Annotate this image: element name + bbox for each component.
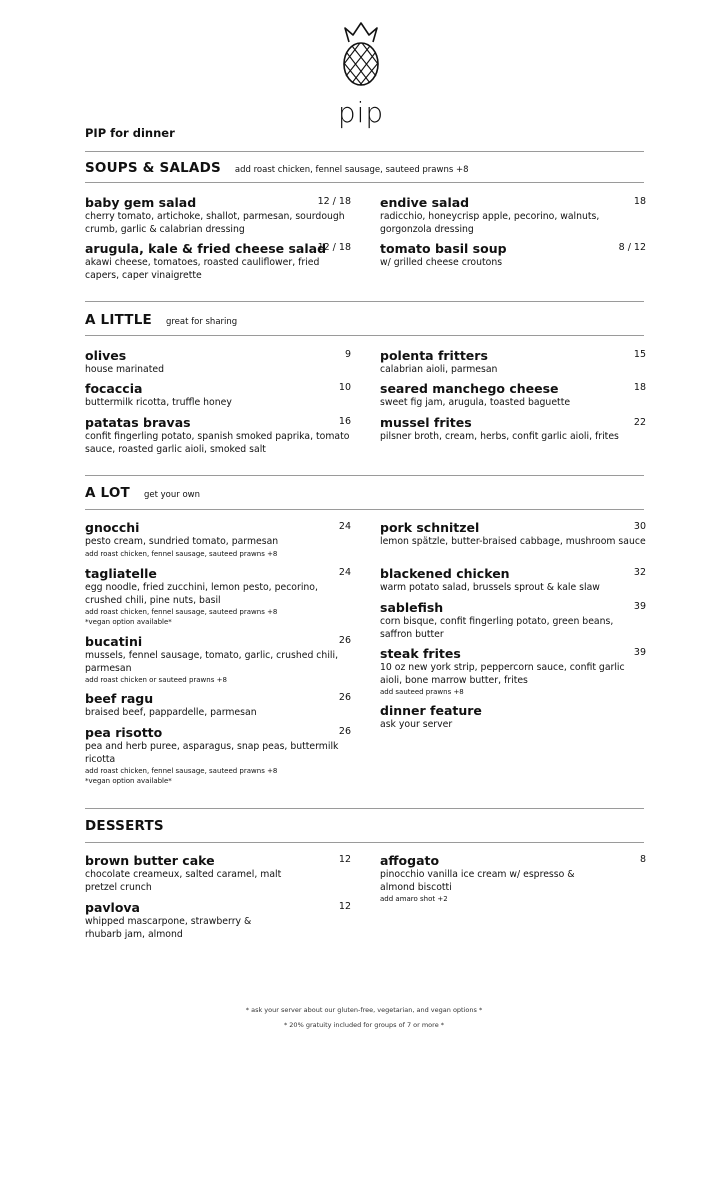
item-price: 15 xyxy=(633,349,646,360)
item-description: pesto cream, sundried tomato, parmesan xyxy=(85,536,279,547)
item-price: 18 xyxy=(633,382,646,393)
item-price: 22 xyxy=(633,417,646,428)
menu-item xyxy=(85,725,351,786)
item-description: warm potato salad, brussels sprout & kale slaw xyxy=(380,582,600,593)
menu-item xyxy=(85,520,351,559)
item-name: affogato xyxy=(380,853,440,868)
item-name: arugula, kale & fried cheese salad xyxy=(85,241,327,256)
item-price: 12 xyxy=(338,901,351,912)
item-name: focaccia xyxy=(85,381,143,396)
section-title: DESSERTS xyxy=(85,818,164,834)
item-description: radicchio, honeycrisp apple, pecorino, walnuts, gorgonzola dressing xyxy=(380,211,600,235)
logo-wordmark: pip xyxy=(337,96,385,129)
menu-item xyxy=(380,415,646,444)
section-note: add roast chicken, fennel sausage, sauteed prawns +8 xyxy=(234,165,469,175)
item-name: blackened chicken xyxy=(380,566,510,581)
item-name: steak frites xyxy=(380,646,461,661)
item-price: 26 xyxy=(338,692,351,703)
item-price: 12 / 18 xyxy=(317,242,351,253)
item-price: 24 xyxy=(338,521,351,532)
pip-logo xyxy=(333,20,389,132)
item-name: brown butter cake xyxy=(85,853,215,868)
item-name: polenta fritters xyxy=(380,348,488,363)
section-header-little xyxy=(85,312,237,328)
item-add-on: add roast chicken or sauteed prawns +8 xyxy=(85,676,227,684)
item-name: seared manchego cheese xyxy=(380,381,559,396)
item-name: sablefish xyxy=(380,600,444,615)
divider xyxy=(85,151,644,152)
item-description: house marinated xyxy=(85,364,165,375)
item-vegan-note: *vegan option available* xyxy=(85,777,172,785)
item-description: confit fingerling potato, spanish smoked paprika, tomato sauce, roasted garlic aioli, smoked salt xyxy=(85,431,350,455)
section-note: great for sharing xyxy=(165,317,238,327)
section-title: SOUPS & SALADS xyxy=(85,160,221,176)
item-name: gnocchi xyxy=(85,520,140,535)
item-description: sweet fig jam, arugula, toasted baguette xyxy=(380,397,571,408)
item-price: 26 xyxy=(338,635,351,646)
item-add-on: add sauteed prawns +8 xyxy=(380,688,464,696)
menu-item xyxy=(85,634,351,685)
menu-item xyxy=(380,381,646,410)
item-description: pilsner broth, cream, herbs, confit garlic aioli, frites xyxy=(380,431,619,442)
item-name: endive salad xyxy=(380,195,470,210)
menu-item xyxy=(380,600,646,641)
item-price: 39 xyxy=(633,601,646,612)
item-description: w/ grilled cheese croutons xyxy=(380,257,503,268)
menu-subtitle: PIP for dinner xyxy=(85,126,175,140)
item-vegan-note: *vegan option available* xyxy=(85,618,172,626)
item-price: 12 xyxy=(338,854,351,865)
menu-item xyxy=(380,853,646,904)
menu-item xyxy=(85,415,351,456)
menu-item xyxy=(85,900,351,941)
item-price: 12 / 18 xyxy=(317,196,351,207)
item-description: cherry tomato, artichoke, shallot, parmesan, sourdough crumb, garlic & calabrian dressing xyxy=(85,211,345,235)
item-price: 16 xyxy=(338,416,351,427)
item-name: pavlova xyxy=(85,900,140,915)
pineapple-icon xyxy=(333,20,389,100)
item-description: pea and herb puree, asparagus, snap peas, buttermilk ricotta xyxy=(85,741,339,765)
item-price: 24 xyxy=(338,567,351,578)
item-add-on: add roast chicken, fennel sausage, sauteed prawns +8 xyxy=(85,767,278,775)
divider xyxy=(85,842,644,843)
item-price: 30 xyxy=(633,521,646,532)
item-description: egg noodle, fried zucchini, lemon pesto, pecorino, crushed chili, pine nuts, basil xyxy=(85,582,318,606)
menu-item xyxy=(85,691,351,720)
menu-item xyxy=(85,241,351,282)
menu-item xyxy=(85,381,351,410)
item-description: lemon spätzle, butter-braised cabbage, mushroom sauce xyxy=(380,536,646,547)
section-title: A LOT xyxy=(85,485,130,501)
item-description: whipped mascarpone, strawberry & rhubarb jam, almond xyxy=(85,916,252,940)
item-price: 8 / 12 xyxy=(618,242,646,253)
footnote-dietary: * ask your server about our gluten-free, vegetarian, and vegan options * xyxy=(245,1006,483,1014)
item-name: pork schnitzel xyxy=(380,520,480,535)
item-price: 26 xyxy=(338,726,351,737)
item-name: pea risotto xyxy=(85,725,163,740)
item-name: mussel frites xyxy=(380,415,472,430)
section-header-lot xyxy=(85,485,200,501)
section-header-soups xyxy=(85,160,469,176)
item-description: akawi cheese, tomatoes, roasted cauliflower, fried capers, caper vinaigrette xyxy=(85,257,320,281)
item-price: 18 xyxy=(633,196,646,207)
item-description: pinocchio vanilla ice cream w/ espresso & almond biscotti xyxy=(380,869,575,893)
item-description: chocolate creameux, salted caramel, malt pretzel crunch xyxy=(85,869,282,893)
item-name: patatas bravas xyxy=(85,415,191,430)
item-name: beef ragu xyxy=(85,691,154,706)
menu-item xyxy=(85,853,351,894)
divider xyxy=(85,808,644,809)
item-name: olives xyxy=(85,348,127,363)
menu-item xyxy=(380,195,646,236)
divider xyxy=(85,182,644,183)
menu-item xyxy=(380,520,646,549)
menu-item xyxy=(85,348,351,377)
menu-item xyxy=(85,566,351,627)
footnote-gratuity: * 20% gratuity included for groups of 7 or more * xyxy=(283,1021,445,1029)
section-note: get your own xyxy=(143,490,200,500)
menu-item xyxy=(380,348,646,377)
item-name: baby gem salad xyxy=(85,195,197,210)
item-add-on: add roast chicken, fennel sausage, sauteed prawns +8 xyxy=(85,608,278,616)
item-price: 9 xyxy=(344,349,351,360)
section-header-desserts xyxy=(85,818,164,834)
item-name: tagliatelle xyxy=(85,566,157,581)
item-price: 32 xyxy=(633,567,646,578)
menu-item xyxy=(380,646,646,697)
item-description: ask your server xyxy=(380,719,453,730)
divider xyxy=(85,335,644,336)
divider xyxy=(85,301,644,302)
item-description: calabrian aioli, parmesan xyxy=(380,364,498,375)
menu-item xyxy=(380,566,646,595)
divider xyxy=(85,475,644,476)
item-price: 8 xyxy=(639,854,646,865)
item-name: bucatini xyxy=(85,634,143,649)
item-name: tomato basil soup xyxy=(380,241,507,256)
item-description: 10 oz new york strip, peppercorn sauce, confit garlic aioli, bone marrow butter, frites xyxy=(380,662,625,686)
item-description: braised beef, pappardelle, parmesan xyxy=(85,707,257,718)
item-description: corn bisque, confit fingerling potato, green beans, saffron butter xyxy=(380,616,614,640)
menu-item xyxy=(380,703,646,732)
item-add-on: add roast chicken, fennel sausage, sauteed prawns +8 xyxy=(85,549,278,558)
item-price: 10 xyxy=(338,382,351,393)
item-name: dinner feature xyxy=(380,703,482,718)
divider xyxy=(85,509,644,510)
item-add-on: add amaro shot +2 xyxy=(380,895,448,903)
item-description: buttermilk ricotta, truffle honey xyxy=(85,397,232,408)
menu-item xyxy=(380,241,646,270)
item-price: 39 xyxy=(633,647,646,658)
menu-item xyxy=(85,195,351,236)
item-description: mussels, fennel sausage, tomato, garlic, crushed chili, parmesan xyxy=(85,650,339,674)
section-title: A LITTLE xyxy=(85,312,152,328)
